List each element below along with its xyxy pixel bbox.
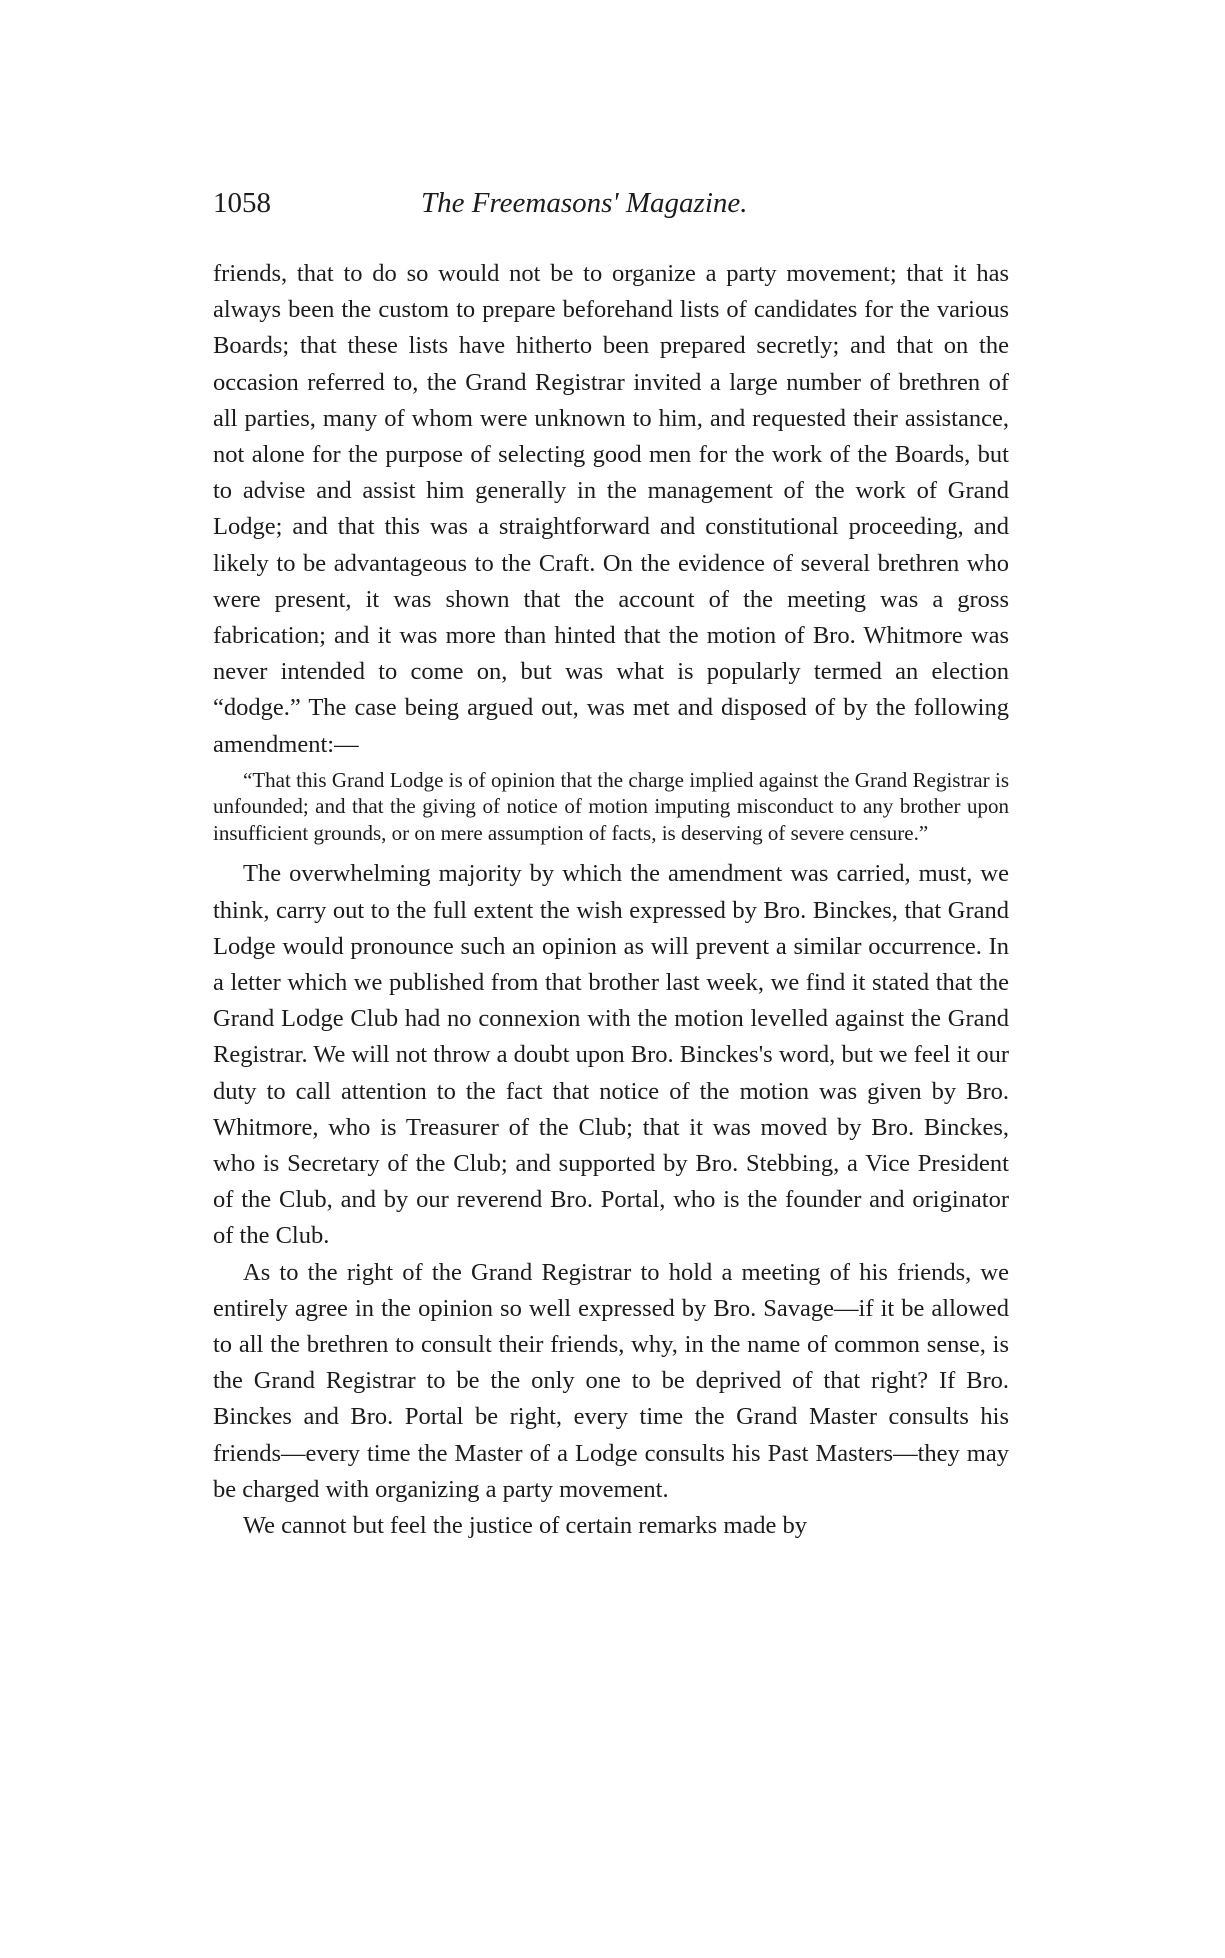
paragraph-continued: friends, that to do so would not be to organize a party movement; that it has always been the custom to prepare beforehand lists of candidates for the various Boards; that these lists have hitherto been prepared secretly; and that on the occasion referred to, the Grand Registrar invited a large number of brethren of all parties, many of whom were unknown to him, and requested their assistance, not alone for the purpose of selecting good men for the work of the Boards, but to advise and assist him generally in the management of the work of Grand Lodge; and that this was a straightforward and constitutional proceeding, and likely to be advantageous to the Craft. On the evidence of several brethren who were present, it was shown that the account of the meeting was a gross fabrication; and it was more than hinted that the motion of Bro. Whitmore was never intended to come on, but was what is popularly termed an election “dodge.” The case being argued out, was met and disposed of by the following amendment:— [213, 260, 1009, 758]
paragraph-majority: The overwhelming majority by which the amendment was carried, must, we think, carry out to the full extent the wish expressed by Bro. Binckes, that Grand Lodge would pronounce such an opinion as will prevent a similar occurrence. In a letter which we published from that brother last week, we find it stated that the Grand Lodge Club had no connexion with the motion levelled against the Grand Registrar. We will not throw a doubt upon Bro. Binckes's word, but we feel it our duty to call attention to the fact that notice of the motion was given by Bro. Whitmore, who is Treasurer of the Club; that it was moved by Bro. Binckes, who is Secretary of the Club; and supported by Bro. Stebbing, a Vice President of the Club, and by our reverend Bro. Portal, who is the founder and originator of the Club. [213, 860, 1009, 1250]
quoted-amendment: “That this Grand Lodge is of opinion that the charge implied against the Grand Registrar is unfounded; and that the giving of notice of motion imputing misconduct to any brother upon insufficient grounds, or on mere assumption of facts, is deserving of severe censure.” [213, 767, 1009, 845]
running-title: The Freemasons' Magazine. [421, 187, 748, 219]
page-number: 1058 [213, 187, 271, 219]
paragraph-remarks: We cannot but feel the justice of certain remarks made by [243, 1512, 808, 1539]
text-column [213, 256, 1009, 1544]
paragraph-right-of-registrar: As to the right of the Grand Registrar to hold a meeting of his friends, we entirely agree in the opinion so well expressed by Bro. Savage—if it be allowed to all the brethren to consult their friends, why, in the name of common sense, is the Grand Registrar to be the only one to be deprived of that right? If Bro. Binckes and Bro. Portal be right, every time the Grand Master consults his friends—every time the Master of a Lodge consults his Past Masters—they may be charged with organizing a party movement. [213, 1258, 1009, 1503]
page-header [213, 183, 1013, 223]
